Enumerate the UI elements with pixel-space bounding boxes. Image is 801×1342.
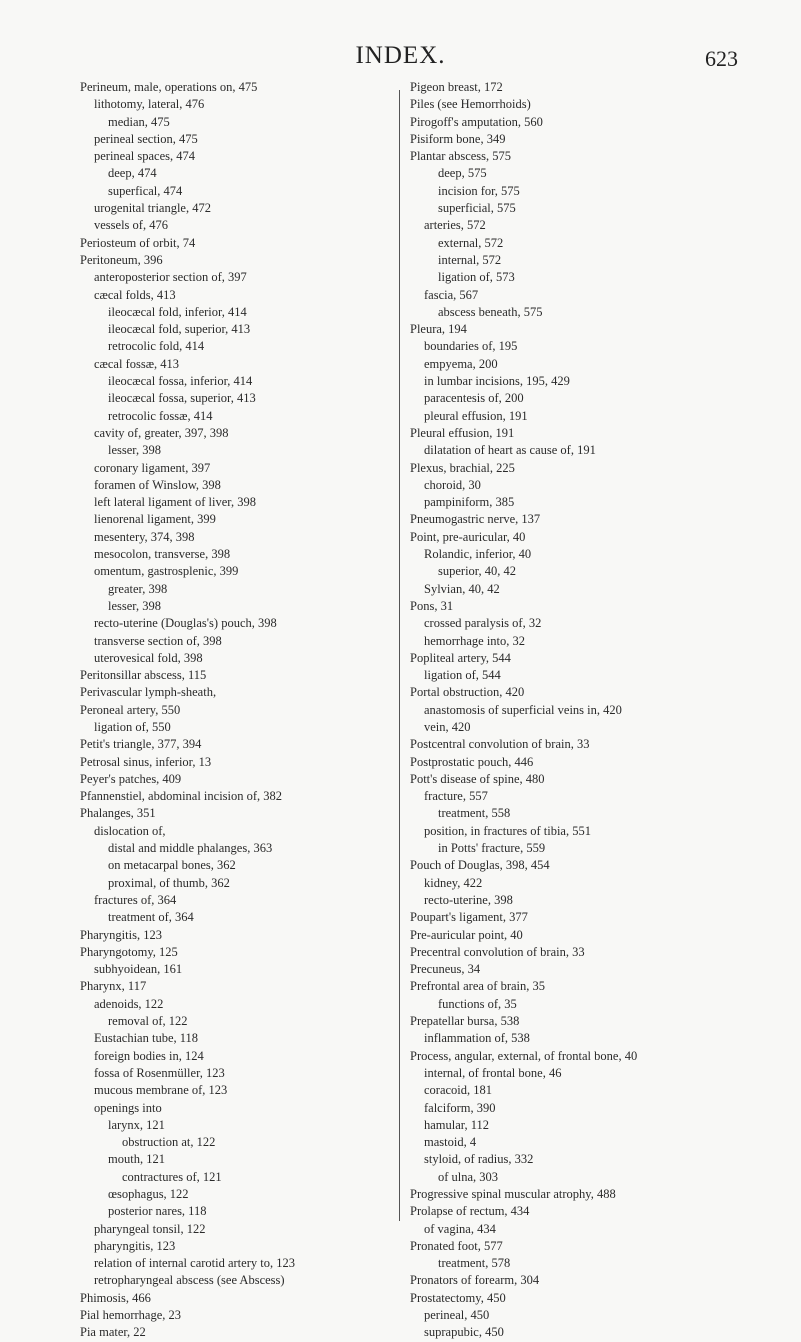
index-subentry: pharyngeal tonsil, 122 (94, 1221, 206, 1236)
index-entry: Pronators of forearm, 304 (410, 1273, 540, 1288)
index-subentry: internal, of frontal bone, 46 (424, 1065, 562, 1080)
index-subentry: obstruction at, 122 (122, 1135, 216, 1150)
index-entry: Pigeon breast, 172 (410, 80, 503, 94)
index-entry: Pisiform bone, 349 (410, 131, 506, 146)
index-subentry: in lumbar incisions, 195, 429 (424, 374, 570, 389)
index-entry: Plexus, brachial, 225 (410, 460, 515, 475)
index-subentry: subhyoidean, 161 (94, 962, 183, 977)
index-subentry: vein, 420 (424, 719, 471, 734)
index-subentry: ligation of, 573 (438, 270, 515, 285)
index-entry: Postprostatic pouch, 446 (410, 754, 534, 769)
index-entry: Peyer's patches, 409 (80, 771, 182, 786)
index-subentry: crossed paralysis of, 32 (424, 616, 542, 631)
index-subentry: lesser, 398 (108, 443, 161, 458)
index-subentry: fossa of Rosenmüller, 123 (94, 1065, 225, 1080)
index-entry: Pharyngotomy, 125 (80, 944, 178, 959)
index-subentry: mucous membrane of, 123 (94, 1083, 228, 1098)
index-entry: Portal obstruction, 420 (410, 685, 525, 700)
index-entry: Pre-auricular point, 40 (410, 927, 523, 942)
index-subentry: styloid, of radius, 332 (424, 1152, 534, 1167)
page-title: INDEX. (355, 42, 446, 69)
index-entry: Poupart's ligament, 377 (410, 910, 528, 925)
index-subentry: proximal, of thumb, 362 (108, 875, 230, 890)
index-entry: Perivascular lymph-sheath, (80, 685, 217, 700)
index-subentry: deep, 575 (438, 166, 487, 181)
index-subentry: hemorrhage into, 32 (424, 633, 526, 648)
index-subentry: lesser, 398 (108, 598, 161, 613)
index-entry: Prostatectomy, 450 (410, 1290, 506, 1305)
index-entry: Pia mater, 22 (80, 1325, 146, 1340)
index-subentry: perineal, 450 (424, 1308, 490, 1323)
index-entry: Pouch of Douglas, 398, 454 (410, 858, 550, 873)
index-subentry: abscess beneath, 575 (438, 304, 543, 319)
index-subentry: on metacarpal bones, 362 (108, 858, 236, 873)
index-subentry: ileocæcal fold, inferior, 414 (108, 304, 247, 319)
index-entry: Plantar abscess, 575 (410, 149, 512, 164)
index-subentry: paracentesis of, 200 (424, 391, 524, 406)
page-number: 623 (705, 46, 738, 71)
index-subentry: arteries, 572 (424, 218, 486, 233)
index-subentry: greater, 398 (108, 581, 168, 596)
index-subentry: suprapubic, 450 (424, 1325, 504, 1340)
index-subentry: kidney, 422 (424, 875, 483, 890)
index-subentry: uterovesical fold, 398 (94, 650, 203, 665)
index-subentry: retrocolic fossæ, 414 (108, 408, 213, 423)
index-subentry: anteroposterior section of, 397 (94, 270, 247, 285)
index-entry: Phalanges, 351 (80, 806, 156, 821)
index-subentry: foreign bodies in, 124 (94, 1048, 204, 1063)
index-entry: Progressive spinal muscular atrophy, 488 (410, 1187, 616, 1201)
index-subentry: fascia, 567 (424, 287, 479, 302)
index-entry: Pneumogastric nerve, 137 (410, 512, 541, 527)
index-subentry: retropharyngeal abscess (see Abscess) (94, 1273, 285, 1288)
index-entry: Precentral convolution of brain, 33 (410, 944, 585, 959)
index-subentry: adenoids, 122 (94, 996, 164, 1011)
index-subentry: cæcal folds, 413 (94, 287, 176, 302)
index-subentry: recto-uterine (Douglas's) pouch, 398 (94, 616, 277, 631)
index-entry: Popliteal artery, 544 (410, 650, 511, 665)
index-subentry: larynx, 121 (108, 1117, 165, 1132)
index-subentry: urogenital triangle, 472 (94, 201, 211, 216)
index-entry: Peroneal artery, 550 (80, 702, 181, 717)
index-subentry: Rolandic, inferior, 40 (424, 547, 532, 562)
index-entry: Precuneus, 34 (410, 962, 481, 977)
index-entry: Pronated foot, 577 (410, 1238, 503, 1253)
index-subentry: hamular, 112 (424, 1117, 489, 1132)
index-subentry: ileocæcal fold, superior, 413 (108, 322, 251, 337)
index-subentry: pleural effusion, 191 (424, 408, 528, 423)
index-entry: Pons, 31 (410, 598, 454, 613)
index-subentry: dilatation of heart as cause of, 191 (424, 443, 596, 458)
index-subentry: functions of, 35 (438, 996, 517, 1011)
index-subentry: lienorenal ligament, 399 (94, 512, 216, 527)
index-subentry: pampiniform, 385 (424, 495, 515, 510)
index-entry: Phimosis, 466 (80, 1290, 151, 1305)
index-entry: Process, angular, external, of frontal bone, 40 (410, 1048, 638, 1063)
index-entry: Perineum, male, operations on, 475 (80, 80, 258, 94)
index-subentry: of ulna, 303 (438, 1169, 499, 1184)
index-subentry: openings into (94, 1100, 162, 1115)
index-subentry: transverse section of, 398 (94, 633, 222, 648)
index-subentry: internal, 572 (438, 252, 502, 267)
index-subentry: boundaries of, 195 (424, 339, 518, 354)
index-subentry: fracture, 557 (424, 789, 488, 804)
index-subentry: external, 572 (438, 235, 504, 250)
index-entry: Pharyngitis, 123 (80, 927, 162, 942)
index-subentry: omentum, gastrosplenic, 399 (94, 564, 239, 579)
index-subentry: ligation of, 544 (424, 668, 501, 683)
index-subentry: vessels of, 476 (94, 218, 168, 233)
index-entry: Pfannenstiel, abdominal incision of, 382 (80, 789, 283, 804)
index-entry: Prepatellar bursa, 538 (410, 1014, 520, 1029)
index-subentry: of vagina, 434 (424, 1221, 496, 1236)
index-subentry: Eustachian tube, 118 (94, 1031, 199, 1046)
index-column-left (80, 79, 398, 1342)
index-subentry: superior, 40, 42 (438, 564, 516, 579)
index-subentry: distal and middle phalanges, 363 (108, 841, 273, 856)
index-subentry: œsophagus, 122 (108, 1187, 189, 1201)
index-subentry: coracoid, 181 (424, 1083, 493, 1098)
index-entry: Pleura, 194 (410, 322, 467, 337)
index-subentry: pharyngitis, 123 (94, 1238, 176, 1253)
index-subentry: contractures of, 121 (122, 1169, 222, 1184)
index-subentry: mouth, 121 (108, 1152, 165, 1167)
index-entry: Peritonsillar abscess, 115 (80, 668, 207, 683)
index-subentry: ligation of, 550 (94, 719, 171, 734)
index-subentry: Sylvian, 40, 42 (424, 581, 500, 596)
index-subentry: treatment, 558 (438, 806, 511, 821)
index-subentry: cavity of, greater, 397, 398 (94, 425, 229, 440)
index-subentry: treatment, 578 (438, 1256, 511, 1271)
index-subentry: retrocolic fold, 414 (108, 339, 205, 354)
index-subentry: median, 475 (108, 114, 170, 129)
index-subentry: superficial, 575 (438, 201, 516, 216)
index-subentry: posterior nares, 118 (108, 1204, 207, 1219)
index-subentry: anastomosis of superficial veins in, 420 (424, 702, 622, 717)
index-subentry: foramen of Winslow, 398 (94, 477, 221, 492)
index-subentry: in Potts' fracture, 559 (438, 841, 546, 856)
index-entry: Pirogoff's amputation, 560 (410, 114, 543, 129)
index-entry: Pott's disease of spine, 480 (410, 771, 545, 786)
index-subentry: mastoid, 4 (424, 1135, 477, 1150)
index-subentry: deep, 474 (108, 166, 157, 181)
index-subentry: recto-uterine, 398 (424, 892, 513, 907)
index-entry: Piles (see Hemorrhoids) (410, 97, 531, 112)
index-subentry: treatment of, 364 (108, 910, 194, 925)
index-entry: Pharynx, 117 (80, 979, 147, 994)
index-subentry: mesentery, 374, 398 (94, 529, 195, 544)
index-entry: Periosteum of orbit, 74 (80, 235, 196, 250)
index-subentry: left lateral ligament of liver, 398 (94, 495, 256, 510)
index-entry: Prolapse of rectum, 434 (410, 1204, 530, 1219)
index-subentry: perineal spaces, 474 (94, 149, 196, 164)
index-subentry: lithotomy, lateral, 476 (94, 97, 205, 112)
index-entry: Point, pre-auricular, 40 (410, 529, 526, 544)
index-subentry: ileocæcal fossa, inferior, 414 (108, 374, 253, 389)
index-subentry: falciform, 390 (424, 1100, 496, 1115)
index-entry: Postcentral convolution of brain, 33 (410, 737, 590, 752)
index-subentry: dislocation of, (94, 823, 166, 838)
index-subentry: superfical, 474 (108, 183, 183, 198)
index-subentry: position, in fractures of tibia, 551 (424, 823, 591, 838)
index-entry: Prefrontal area of brain, 35 (410, 979, 546, 994)
index-subentry: removal of, 122 (108, 1014, 188, 1029)
index-column-right (410, 79, 798, 1342)
index-entry: Pial hemorrhage, 23 (80, 1308, 182, 1323)
index-subentry: choroid, 30 (424, 477, 481, 492)
index-subentry: ileocæcal fossa, superior, 413 (108, 391, 256, 406)
index-subentry: inflammation of, 538 (424, 1031, 530, 1046)
index-subentry: incision for, 575 (438, 183, 520, 198)
index-entry: Pleural effusion, 191 (410, 425, 515, 440)
index-subentry: relation of internal carotid artery to, 123 (94, 1256, 295, 1271)
index-subentry: perineal section, 475 (94, 131, 198, 146)
index-entry: Petrosal sinus, inferior, 13 (80, 754, 212, 769)
index-subentry: fractures of, 364 (94, 892, 177, 907)
index-subentry: cæcal fossæ, 413 (94, 356, 180, 371)
index-subentry: mesocolon, transverse, 398 (94, 547, 231, 562)
index-subentry: coronary ligament, 397 (94, 460, 211, 475)
index-entry: Petit's triangle, 377, 394 (80, 737, 202, 752)
column-divider (399, 90, 400, 1221)
index-subentry: empyema, 200 (424, 356, 498, 371)
index-entry: Peritoneum, 396 (80, 252, 163, 267)
